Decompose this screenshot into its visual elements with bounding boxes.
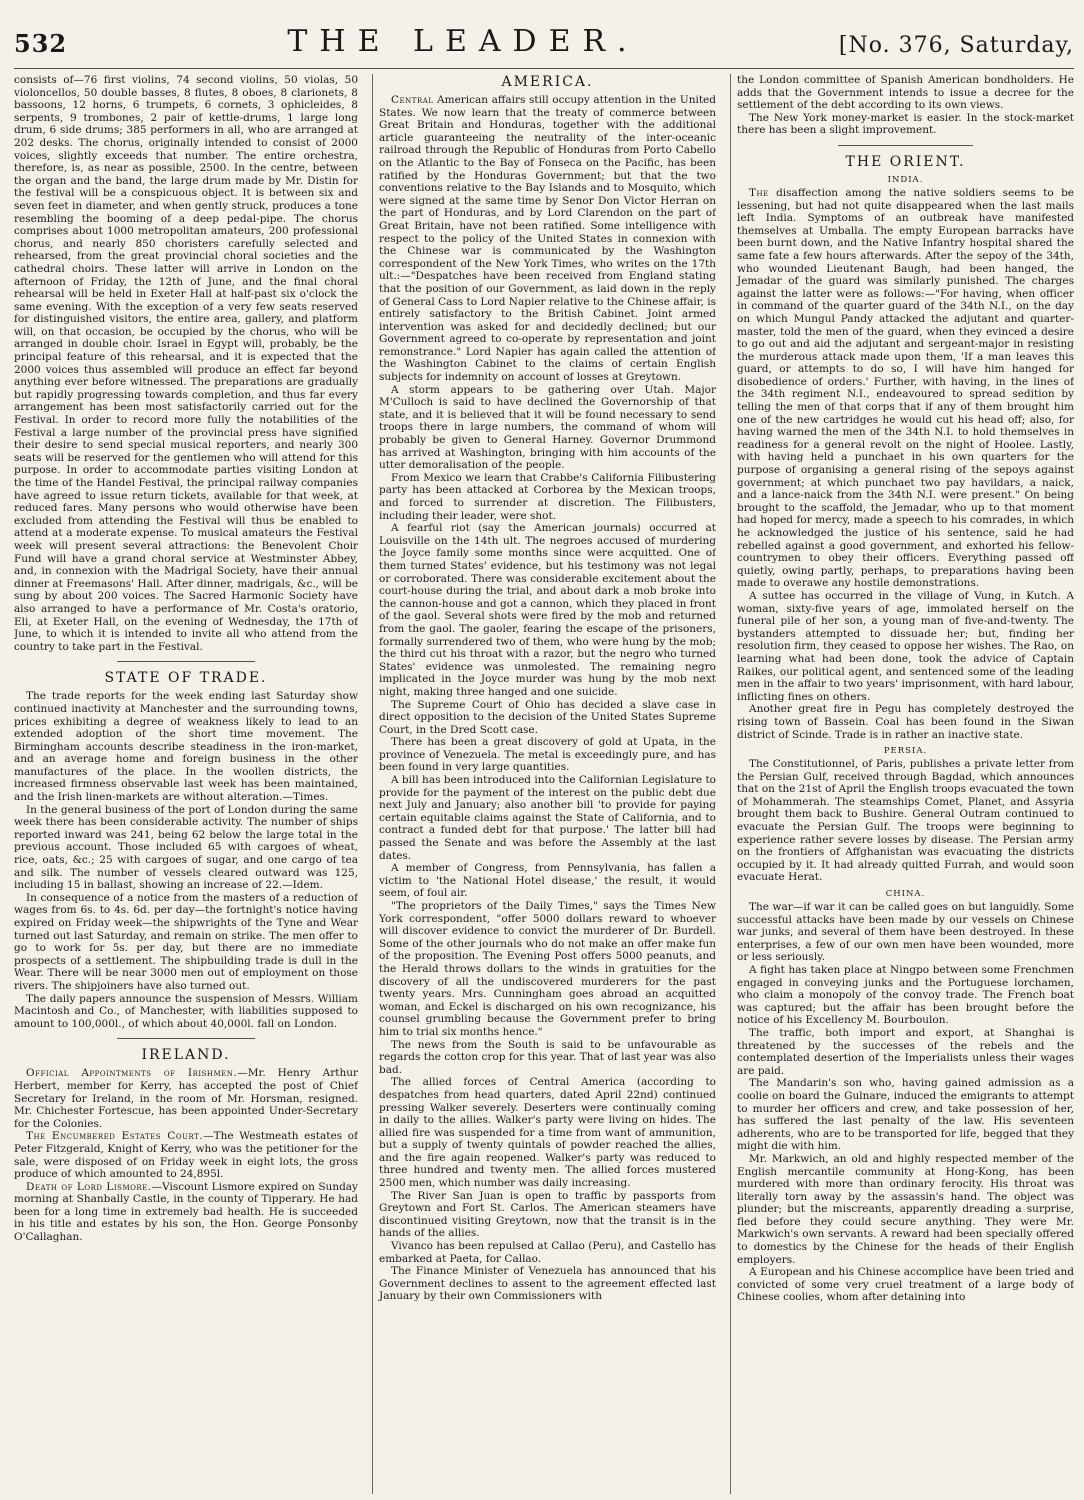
ireland-paragraph [14, 1067, 358, 1130]
paragraph-lead: The [749, 186, 769, 199]
trade-paragraph: The daily papers announce the suspension of Messrs. William Macintosh and Co., of Manchester, with liabilities supposed to amount to 100,000l., of which about 40,000l. fall on London. [14, 992, 358, 1030]
issue-label: [No. 376, Saturday, [838, 33, 1074, 58]
continued-paragraph: the London committee of Spanish American bondholders. He adds that the Government intends to issue a decree for the settlement of the debt according to its own views. [737, 74, 1074, 112]
persia-paragraph: The Constitutionnel, of Paris, publishes a private letter from the Persian Gulf, received through Bagdad, which announces that on the 21st of April the English troops evacuated the town of Mohammerah. The steamships Comet, Planet, and Assyria brought them back to Bushire. General Outram continued to evacuate the Persian Gulf. The troops were beginning to experience rather severe losses by disease. The Persian army on the frontiers of Affghanistan was evacuating the districts occupied by it. It had already quitted Furrah, and would soon evacuate Herat. [737, 758, 1074, 884]
america-paragraph: A member of Congress, from Pennsylvania, has fallen a victim to 'the National Hotel disease,' the result, it would seem, of foul air. [379, 862, 716, 900]
china-paragraph: The war—if war it can be called goes on but languidly. Some successful attacks have been made by our vessels on Chinese war junks, and several of them have been destroyed. In these enterprises, a few of our own men have been wounded, more or less seriously. [737, 901, 1074, 964]
subheading-india: INDIA. [887, 174, 924, 185]
america-paragraph: There has been a great discovery of gold at Upata, in the province of Venezuela. The metal is exceedingly pure, and has been found in very large quantities. [379, 736, 716, 774]
china-paragraph: A fight has taken place at Ningpo between some Frenchmen engaged in conveying junks and the Portuguese lorchamen, who claim a monopoly of the convoy trade. The French boat was captured; but the affair has been brought before the notice of his Excellency M. Bourboulon. [737, 964, 1074, 1027]
heading-ireland: IRELAND. [141, 1047, 231, 1064]
paragraph-lead: Official Appointments of Irishmen. [26, 1067, 238, 1080]
america-paragraph: The allied forces of Central America (according to despatches from head quarters, dated April 22nd) continued pressing Walker severely. Deserters were continually coming in daily to the allies. Walker's party were living on hides. The allied fire was suspended for a time from want of ammunition, but a supply of twenty quintals of powder reached the allies, and the fire again reopened. Walker's party was reduced to three hundred and twenty men. The allied forces mustered 2500 men, which number was daily increasing. [379, 1076, 716, 1190]
heading-state-of-trade: STATE OF TRADE. [104, 670, 268, 687]
america-paragraph: The Finance Minister of Venezuela has announced that his Government declines to assent to the agreement effected last January by their own Commissioners with [379, 1265, 716, 1303]
america-paragraph: Vivanco has been repulsed at Callao (Peru), and Castello has embarked at Paeta, for Callao. [379, 1240, 716, 1265]
america-paragraph: The news from the South is said to be unfavourable as regards the cotton crop for this year. That of last year was also bad. [379, 1038, 716, 1076]
america-paragraph: A fearful riot (say the American journals) occurred at Louisville on the 14th ult. The negroes accused of murdering the Joyce family some months since were acquitted. One of them turned States' evidence, but his testimony was not legal or corroborated. There was considerable excitement about the court-house during the trial, and about dark a mob broke into the cannon-house and got a cannon, which they placed in front of the gaol. Several shots were fired by the mob and returned from the gaol. The gaoler, fearing the escape of the prisoners, formally surrendered two of them, who were hung by the mob; the third cut his throat with a razor, but the negro who turned States' evidence was unmolested. The remaining negro implicated in the Joyce murder was hung by the mob next night, making three hanged and one suicide. [379, 522, 716, 698]
heading-orient: THE ORIENT. [845, 153, 966, 170]
america-paragraph: From Mexico we learn that Crabbe's California Filibustering party has been attacked at Corborea by the Mexican troops, and forced to surrender at discretion. The Filibusters, including their leader, were shot. [379, 471, 716, 522]
china-paragraph: Mr. Markwich, an old and highly respected member of the English mercantile community at Hong-Kong, has been murdered with more than ordinary ferocity. His throat was literally torn away by the assassin's hand. The object was plunder; but the miscreants, apparently dreading a surprise, fled before they could secure anything. They were Mr. Markwich's own servants. A reward had been specially offered to domestics by the Chinese for the heads of their English employers. [737, 1152, 1074, 1266]
paper-title: THE LEADER. [287, 24, 639, 59]
america-paragraph: A bill has been introduced into the Californian Legislature to provide for the payment of the interest on the public debt due next July and January; also another bill 'to provide for paying certain equitable claims against the State of California, and to contract a funded debt for that purpose.' The latter bill had passed the Senate and was before the Assembly at the last dates. [379, 774, 716, 862]
india-paragraph: A suttee has occurred in the village of Vung, in Kutch. A woman, sixty-five years of age, immolated herself on the funeral pile of her son, a young man of five-and-twenty. The bystanders attempted to dissuade her; but, finding her resolution firm, they ceased to oppose her wishes. The Rao, on learning what had been done, took the advice of Captain Raikes, our political agent, and sentenced some of the leading men in the affair to two years' imprisonment, with hard labour, inflicting fines on others. [737, 589, 1074, 703]
trade-paragraph: In consequence of a notice from the masters of a reduction of wages from 6s. to 4s. 6d. per day—the fortnight's notice having expired on Friday week—the shipwrights of the Tyne and Wear turned out last Saturday, and remain on strike. The men offer to go to work for 5s. per day, but there are no immediate prospects of a settlement. The shipbuilding trade is dull in the Wear. There will be near 3000 men out of employment on those rivers. The shipjoiners have also turned out. [14, 891, 358, 992]
india-paragraph [737, 187, 1074, 590]
page-number: 532 [14, 29, 68, 58]
paragraph-body: —Mr. Henry Arthur Herbert, member for Kerry, has accepted the post of Chief Secretary for Ireland, in the room of Mr. Horsman, resigned. Mr. Chichester Fortescue, has been appointed Under-Secretary for the Colonies. [14, 1067, 358, 1130]
column-3 [730, 74, 1074, 1494]
america-paragraph [379, 94, 716, 384]
divider [117, 1038, 255, 1039]
masthead [14, 10, 1074, 69]
china-paragraph: A European and his Chinese accomplice have been tried and convicted of some very cruel treatment of a large body of Chinese coolies, whom after detaining into [737, 1266, 1074, 1304]
paragraph-lead: Central [391, 94, 434, 106]
continued-paragraph: The New York money-market is easier. In the stock-market there has been a slight improvement. [737, 111, 1074, 137]
america-paragraph: The River San Juan is open to traffic by passports from Greytown and Fort St. Carlos. The American steamers have discontinued visiting Greytown, now that the transit is in the hands of the allies. [379, 1189, 716, 1240]
paragraph-lead: Death of Lord Lismore. [26, 1180, 152, 1193]
america-paragraph: "The proprietors of the Daily Times," says the Times New York correspondent, "offer 5000 dollars reward to whoever will discover evidence to convict the murderer of Dr. Burdell. Some of the other journals who do not make an offer make fun of the proposition. The Evening Post offers 5000 peanuts, and the Herald throws dollars to the winds in gratuities for the discovery of all the undiscovered murderers for the past twenty years. Mrs. Cunningham goes abroad an acquitted woman, and Eckel is discharged on his own recognizance, his counsel grumbling because the Government prefer to bring him to trial six months hence." [379, 900, 716, 1038]
paragraph-body: —Viscount Lismore expired on Sunday morning at Shanbally Castle, in the county of Tipperary. He had been for a long time in extremely bad health. He is succeeded in his title and estates by his son, the Hon. George Ponsonby O'Callaghan. [14, 1180, 358, 1244]
america-paragraph: The Supreme Court of Ohio has decided a slave case in direct opposition to the decision of the United States Supreme Court, in the Dred Scott case. [379, 698, 716, 736]
divider [117, 661, 255, 662]
paragraph-body: —The Westmeath estates of Peter Fitzgerald, Knight of Kerry, who was the petitioner for the sale, were disposed of on Friday week in eight lots, the gross produce of which amounted to 24,895l. [14, 1130, 358, 1181]
festival-paragraph: consists of—76 first violins, 74 second violins, 50 violas, 50 violoncellos, 50 double basses, 8 flutes, 8 oboes, 8 clarionets, 8 bassoons, 12 horns, 6 trumpets, 6 cornets, 3 ophicleides, 8 serpents, 9 trombones, 2 pair of kettle-drums, 1 large long drum, 6 side drums; 385 performers in all, who are arranged at 202 desks. The chorus, originally intended to consist of 2000 voices, slightly exceeds that number. The entire orchestra, therefore, is, as near as possible, 2500. In the centre, between the organ and the band, the large drum made by Mr. Distin for the festival will be a conspicuous object. It is between six and seven feet in diameter, and when gently struck, produces a tone resembling the booming of a deep pedal-pipe. The chorus comprises about 1000 metropolitan amateurs, 200 professional chorus, and nearly 850 choristers carefully selected and rehearsed, from the great provincial choral societies and the cathedral choirs. These latter will arrive in London on the afternoon of Friday, the 12th of June, and the final choral rehearsal will be held in Exeter Hall at half-past six o'clock the same evening. With the exception of a very few seats reserved for distinguished visitors, the entire area, gallery, and platform will, on that occasion, be occupied by the chorus, who will be arranged in double choir. Israel in Egypt will, probably, be the principal feature of this rehearsal, and it is expected that the 2000 voices thus assembled will produce an effect far beyond anything ever before witnessed. The preparations are gradually but rapidly progressing towards completion, and thus far every arrangement has been most satisfactorily carried out for the Festival. In order to record more fully the notabilities of the Festival a large number of the provincial press have signified their desire to send special musical reporters, and nearly 300 seats will be reserved for the gentlemen who will attend for this purpose. In order to accommodate parties visiting London at the time of the Handel Festival, the principal railway companies have agreed to issue return tickets, available for that week, at reduced fares. Many persons who would otherwise have been excluded from attending the Festival will thus be enabled to attend at a moderate expense. To musical amateurs the Festival week will present several attractions: the Benevolent Choir Fund will have a grand choral service at Westminster Abbey, and, in connexion with the Madrigal Society, have their annual dinner at Freemasons' Hall. After dinner, madrigals, &c., will be sung by about 200 voices. The Sacred Harmonic Society have also arranged to have a performance of Mr. Costa's oratorio, Eli, at Exeter Hall, on the evening of Wednesday, the 17th of June, to which it is intended to invite all who attend from the country to take part in the Festival. [14, 74, 358, 653]
paragraph-lead: The Encumbered Estates Court. [26, 1130, 204, 1143]
trade-paragraph: In the general business of the port of London during the same week there has been considerable activity. The number of ships reported inward was 241, being 62 below the large total in the previous account. Those included 65 with cargoes of wheat, rice, oats, &c.; 25 with cargoes of sugar, and one cargo of tea and silk. The number of vessels cleared outward was 125, including 15 in ballast, showing an increase of 22.—Idem. [14, 803, 358, 892]
america-paragraph: A storm appears to be gathering over Utah. Major M'Culloch is said to have declined the Governorship of that state, and it is believed that it will be found necessary to send troops there in large numbers, the command of whom will probably be given to General Harney. Governor Drummond has arrived at Washington, bringing with him accounts of the utter demoralisation of the people. [379, 383, 716, 472]
china-paragraph: The traffic, both import and export, at Shanghai is threatened by the successes of the rebels and the contemplated desertion of the Imperialists unless their wages are paid. [737, 1026, 1074, 1077]
subheading-china: CHINA. [885, 889, 926, 900]
trade-paragraph: The trade reports for the week ending last Saturday show continued inactivity at Manchester and the surrounding towns, prices exhibiting a degree of weakness likely to lead to an extended adoption of the short time movement. The Birmingham accounts describe steadiness in the iron-market, and an average home and foreign business in the other manufactures of the place. In the woollen districts, the increased firmness observable last week has been maintained, and the Irish linen-markets are without alteration.—Times. [14, 690, 358, 804]
heading-america: AMERICA. [501, 74, 594, 90]
columns [14, 74, 1074, 1494]
column-1 [14, 74, 358, 1494]
ireland-paragraph [14, 1130, 358, 1180]
india-paragraph: Another great fire in Pegu has completely destroyed the rising town of Bassein. Coal has been found in the Siwan district of Scinde. Trade is in rather an inactive state. [737, 703, 1074, 741]
paragraph-body: disaffection among the native soldiers seems to be lessening, but had not quite disappeared when the last mails left India. Symptoms of an outbreak have manifested themselves at Umballa. The empty European barracks have been burnt down, and the Native Infantry hospital shared the same fate a few hours afterwards. After the sepoy of the 34th, who wounded Lieutenant Baugh, had been hanged, the Jemadar of the guard was similarly punished. The charges against the latter were as follows:—"For having, when officer in command of the quarter guard of the 34th N.I., on the day on which Mungul Pandy attacked the adjutant and quarter-master, told the men of the guard, when they evinced a desire to go out and aid the adjutant and sergeant-major in resisting the murderous attack made upon them, 'If a man leaves this guard, or attempts to do so, I will have him hanged for disobedience of orders.' Further, with having, in the lines of the 34th regiment N.I., endeavoured to spread sedition by telling the men of that corps that if any of them brought him one of the new cartridges he would cut his head off; also, for having warned the men of the 34th N.I. to hold themselves in readiness for a general revolt on the night of Hoolee. Lastly, with having held a punchaet in his own quarters for the purpose of organising a general rising of the sepoys against government; at which punchaet two pay havildars, a naick, and a lance-naick from the 34th N.I. were present." On being brought to the scaffold, the Jemadar, who up to that moment had hoped for mercy, made a speech to his comrades, in which he acknowledged the justice of his sentence, said he had rebelled against a good government, and exhorted his fellow-countrymen to obey their officers. Everything passed off quietly, owing partly, perhaps, to preparations having been made to overawe any hostile demonstrations. [737, 186, 1074, 590]
column-2 [372, 74, 716, 1494]
subheading-persia: PERSIA. [883, 746, 928, 757]
paragraph-body: American affairs still occupy attention in the United States. We now learn that the treaty of commerce between Great Britain and Honduras, together with the additional article guaranteeing the neutrality of the inter-oceanic railroad through the Republic of Honduras from Porto Cabello on the Atlantic to the Bay of Fonseca on the Pacific, has been ratified by the Honduras Government; but that the two conventions relative to the Bay Islands and to Mosquito, which were signed at the same time by Senor Don Victor Herran on the part of Honduras, and by Lord Clarendon on the part of Great Britain, have not been ratified. Some intelligence with respect to the policy of the United States in connexion with the Chinese war is communicated by the Washington correspondent of the New York Times, who writes on the 17th ult.:—"Despatches have been received from England stating that the position of our Government, as laid down in the reply of General Cass to Lord Napier relative to the Chinese affair, is entirely satisfactory to the British Cabinet. Joint armed intervention was asked for and decidedly declined; but our Government agreed to co-operate by representation and joint remonstrance." Lord Napier has again called the attention of the Washington Cabinet to the claims of certain English subjects for indemnity on account of losses at Greytown. [379, 94, 716, 384]
divider [838, 145, 973, 146]
china-paragraph: The Mandarin's son who, having gained admission as a coolie on board the Gulnare, induced the emigrants to attempt to murder her officers and crew, and take possession of her, has suffered the last penalty of the law. His seventeen adherents, who are to be transported for life, begged that they might die with him. [737, 1077, 1074, 1153]
ireland-paragraph [14, 1181, 358, 1244]
